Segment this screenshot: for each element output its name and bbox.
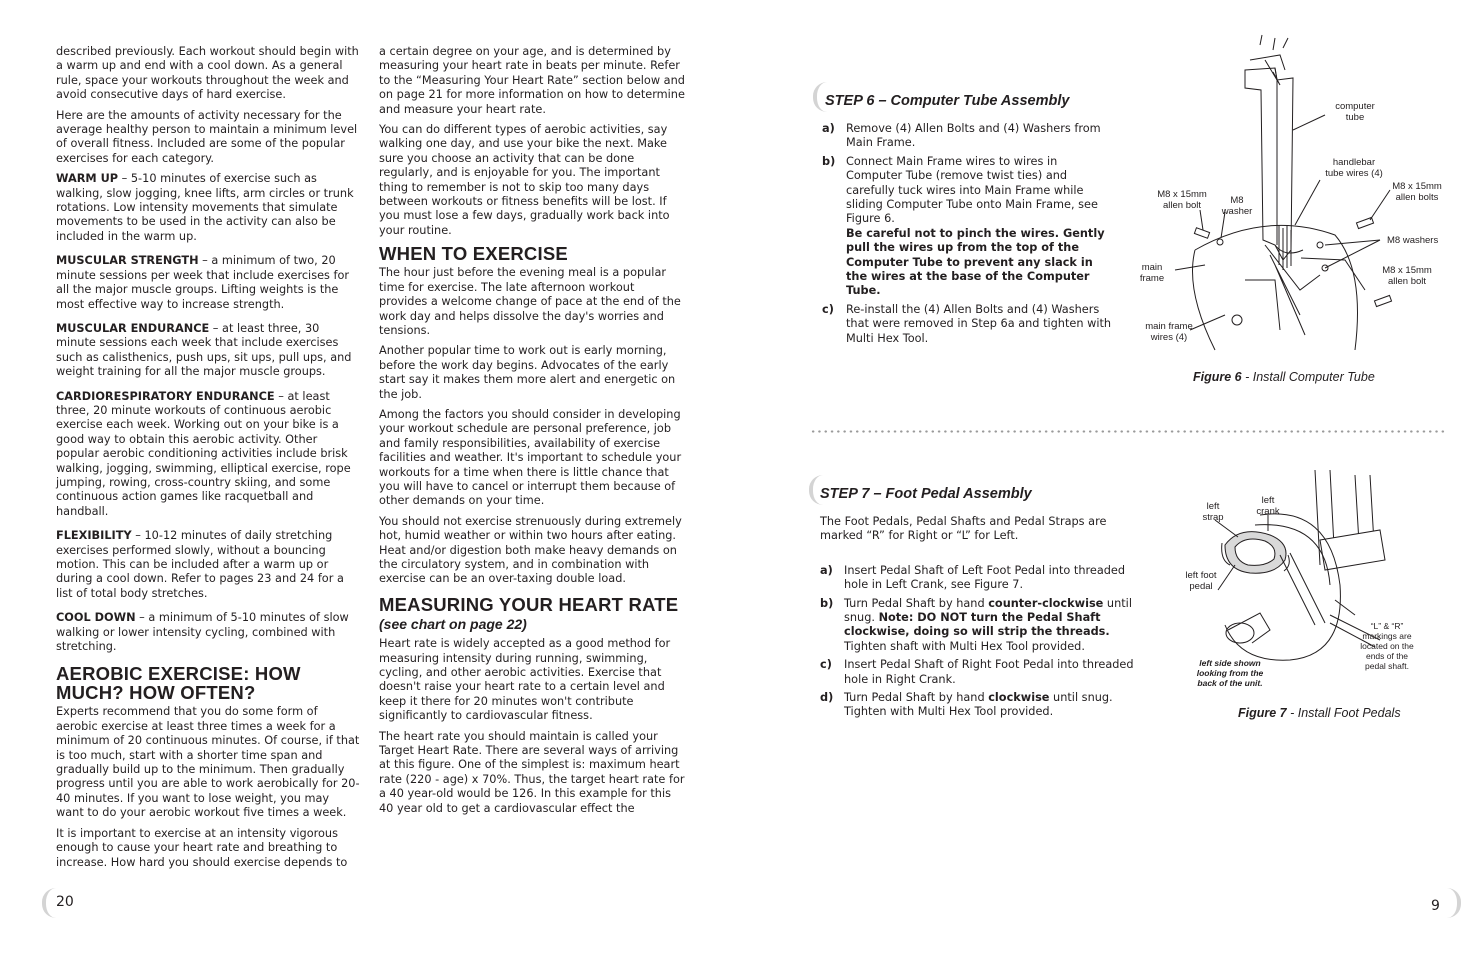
label-m8-washer: M8 (1230, 195, 1244, 206)
paragraph: The hour just before the evening meal is a popular time for exercise. The late afternoon workout provides a welcome change of pace at the end of the work day and helps dissolve the day's worries and tensions. (379, 266, 681, 337)
page-number-left: 20 (56, 894, 74, 910)
svg-text:allen bolt: allen bolt (1162, 200, 1202, 211)
step6-item-a: a) Remove (4) Allen Bolts and (4) Washers from Main Frame. (822, 122, 1101, 150)
aerobic-heading: AEROBIC EXERCISE: HOW MUCH? HOW OFTEN? (56, 663, 301, 704)
step6-title: STEP 6 – Computer Tube Assembly (825, 93, 1070, 109)
svg-text:tube wires (4): tube wires (4) (1325, 168, 1383, 179)
endurance-paragraph: MUSCULAR ENDURANCE – at least three, 30 minute sessions each week that include exercises such as calisthenics, push ups, sit ups, pull ups, and weight training for all the major muscle groups. (56, 321, 352, 379)
label-main-frame-wires: main frame (1145, 321, 1193, 332)
paragraph: Among the factors you should consider in developing your workout schedule are personal preference, job and family responsibilities, availability of exercise facilities and weather. It's important to schedule your workouts for a time when there is little chance that you will have to cancel or interrupt them because of other demands on your time. (379, 407, 682, 508)
figure-6-caption: Figure 6 - Install Computer Tube (1193, 370, 1375, 384)
paragraph: You can do different types of aerobic activities, say walking one day, and use your bike the next. Make sure you choose an activity that can be done regularly, and is enjoyable for you. The important thing to remember is not to skip too many days between workouts or fitness benefits will be lost. If you must lose a few days, gradually work back into your routine. (379, 123, 670, 237)
label-m8-bolt-right: M8 x 15mm (1382, 265, 1432, 276)
flexibility-paragraph: FLEXIBILITY – 10-12 minutes of daily stretching exercises performed slowly, without a bouncing motion. This can be included after a warm up or during a cool down. Refer to pages 23 and 24 for a list of total body stretches. (56, 529, 344, 600)
step7-intro: The Foot Pedals, Pedal Shafts and Pedal Straps are marked “R” for Right or “L” for Left. (820, 515, 1107, 543)
label-computer-tube: computer (1335, 101, 1375, 112)
svg-text:frame: frame (1139, 273, 1165, 284)
term-muscular-endurance: MUSCULAR ENDURANCE (56, 321, 210, 335)
paragraph: Heart rate is widely accepted as a good method for measuring intensity during running, swimming, cycling, and other aerobic activities. Exercise that doesn't raise your heart rate to a certain level and keep it there for 20 minutes won't contribute significantly to cardiovascular fitness. (379, 637, 671, 723)
dotted-divider (810, 430, 1446, 433)
svg-text:wires (4): wires (4) (1150, 332, 1188, 343)
heart-rate-heading: MEASURING YOUR HEART RATE (379, 593, 679, 615)
svg-text:allen bolt: allen bolt (1387, 276, 1427, 287)
step7-instructions (820, 515, 1150, 724)
svg-text:pedal: pedal (1189, 581, 1213, 592)
page-number-right: 9 (1431, 898, 1440, 914)
svg-text:markings are: markings are (1362, 631, 1412, 641)
svg-text:tube: tube (1345, 112, 1365, 123)
label-main-frame: main (1141, 262, 1163, 273)
label-m8-bolt-left: M8 x 15mm (1157, 189, 1207, 200)
left-column-2 (379, 45, 685, 822)
step7-item-b: b) Turn Pedal Shaft by hand counter-clockwise until snug. Note: DO NOT turn the Pedal Shaft clockwise, doing so will strip the threads. Tighten shaft with Multi Hex Tool provided. (820, 596, 1132, 653)
page-number-bracket-right (1443, 888, 1461, 918)
label-m8-bolts-right: M8 x 15mm (1392, 181, 1442, 192)
svg-text:washer: washer (1221, 206, 1253, 217)
paragraph: The heart rate you should maintain is called your Target Heart Rate. There are several ways of arriving at this figure. One of the simplest is: maximum heart rate (220 - age) x 70%. Thus, the target heart rate for a 40 year-old would be 126. In this example for this 40 year old to get a cardiovascular effect the (379, 729, 685, 815)
cooldown-paragraph: COOL DOWN – a minimum of 5-10 minutes of slow walking or lower intensity cycling, combined with stretching. (56, 611, 349, 654)
paragraph: Another popular time to work out is early morning, before the work day begins. Advocates of the early start say it makes them more alert and energetic on the job. (379, 344, 676, 401)
step7-title: STEP 7 – Foot Pedal Assembly (820, 486, 1032, 502)
step6-instructions (822, 122, 1112, 350)
step6-warning: Be careful not to pinch the wires. Gently pull the wires up from the top of the Computer Tube to prevent any slack in the wires at the base of the Computer Tube. (846, 226, 1105, 298)
term-flexibility: FLEXIBILITY (56, 529, 132, 543)
paragraph: It is important to exercise at an intensity vigorous enough to cause your heart rate and breathing to increase. How hard you should exercise depends to (56, 826, 348, 869)
when-heading: WHEN TO EXERCISE (379, 243, 568, 265)
svg-text:strap: strap (1202, 512, 1224, 523)
label-left-strap: left (1206, 501, 1220, 512)
svg-text:crank: crank (1256, 506, 1280, 517)
label-lr-markings: “L” & “R” (1370, 621, 1404, 631)
label-handlebar-wires: handlebar (1332, 157, 1376, 168)
svg-text:located on the: located on the (1360, 641, 1414, 651)
svg-text:ends of the: ends of the (1365, 651, 1409, 661)
paragraph: Here are the amounts of activity necessary for the average healthy person to maintain a minimum level of overall fitness. Included are some of the popular exercises for each category. (56, 108, 358, 165)
paragraph: described previously. Each workout should begin with a warm up and end with a cool down. As a general rule, space your workouts throughout the week and avoid consecutive days of hard exercise. (56, 45, 359, 102)
label-left-crank: left (1261, 495, 1275, 506)
left-column-1 (56, 45, 360, 876)
step6-item-c: c) Re-install the (4) Allen Bolts and (4) Washers that were removed in Step 6a and tighten with Multi Hex Tool. (822, 302, 1112, 345)
label-m8-washers: M8 washers (1387, 235, 1439, 246)
term-cardio: CARDIORESPIRATORY ENDURANCE (56, 389, 275, 403)
paragraph: Experts recommend that you do some form of aerobic exercise at least three times a week for a minimum of 20 continuous minutes. Of course, if that is too much, start with a shorter time span and gradually build up to the minimum. Then gradually progress until you are able to work aerobically for 20-40 minutes. If you want to lose weight, you may want to do your aerobic workout five times a week. (56, 705, 360, 820)
warmup-paragraph: WARM UP – 5-10 minutes of exercise such as walking, slow jogging, knee lifts, arm circles or trunk rotations. Low intensity movements that simulate movements to be used in the activity can also be included in the warm up. (56, 172, 354, 243)
paragraph: You should not exercise strenuously during extremely hot, humid weather or within two hours after eating. Heat and/or digestion both make heavy demands on the circulatory system, and in combination with exercise can be an over-taxing double load. (379, 514, 682, 586)
term-cool-down: COOL DOWN (56, 611, 136, 625)
cardio-paragraph: CARDIORESPIRATORY ENDURANCE – at least three, 20 minute workouts of continuous aerobic exercise each week. Working out on your bike is a good way to obtain this aerobic activity. Other popular aerobic conditioning activities include brisk walking, jogging, swimming, elliptical exercise, rope jumping, rowing, cross-country skiing, and some continuous action games like racquetball and handball. (56, 389, 351, 518)
term-warm-up: WARM UP (56, 172, 119, 186)
step7-item-d: d) Turn Pedal Shaft by hand clockwise until snug. Tighten with Multi Hex Tool provided. (820, 691, 1113, 719)
svg-text:allen bolts: allen bolts (1395, 192, 1439, 203)
step7-warning: Note: DO NOT turn the Pedal Shaft clockwise, doing so will strip the threads. (844, 611, 1110, 639)
strength-paragraph: MUSCULAR STRENGTH – a minimum of two, 20 minute sessions per week that include exercises for all the major muscle groups. Lifting weights is the most effective way to increase strength. (56, 254, 350, 311)
heart-rate-subheading: (see chart on page 22) (379, 615, 527, 632)
figure-7-illustration (1180, 465, 1430, 695)
step6-item-b: b) Connect Main Frame wires to wires in Computer Tube (remove twist ties) and carefully tuck wires into Main Frame while sliding Computer Tube onto Main Frame, see Figure 6. Be careful not to pinch the wires. Gently pull the wires up from the top of the Computer Tube to prevent any slack in the wires at the base of the Computer Tube. (822, 154, 1105, 298)
step7-item-a: a) Insert Pedal Shaft of Left Foot Pedal into threaded hole in Left Crank, see Figure 7. (820, 563, 1126, 592)
figure-7-caption: Figure 7 - Install Foot Pedals (1238, 706, 1401, 720)
term-muscular-strength: MUSCULAR STRENGTH (56, 254, 199, 268)
svg-text:looking from the: looking from the (1196, 668, 1264, 678)
figure-6-illustration (1125, 30, 1455, 370)
svg-text:back of the unit.: back of the unit. (1197, 678, 1263, 688)
paragraph: a certain degree on your age, and is determined by measuring your heart rate in beats per minute. Refer to the “Measuring Your Heart Rate” section below and on page 21 for more information on how to determine and measure your heart rate. (379, 45, 685, 116)
label-left-foot-pedal: left foot (1185, 570, 1217, 581)
svg-text:pedal shaft.: pedal shaft. (1365, 661, 1409, 671)
step7-item-c: c) Insert Pedal Shaft of Right Foot Pedal into threaded hole in Right Crank. (820, 658, 1134, 686)
label-view-note: left side shown (1199, 658, 1261, 668)
